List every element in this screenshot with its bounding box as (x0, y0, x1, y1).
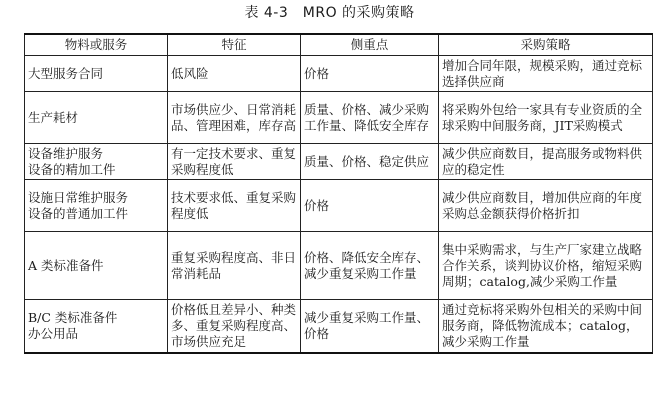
cell-feature: 市场供应少、日常消耗品、管理困难，库存高 (168, 92, 301, 144)
header-focus: 侧重点 (301, 34, 439, 56)
cell-feature: 价格低且差异小、种类多、重复采购程度高、市场供应充足 (168, 300, 301, 354)
cell-strategy: 通过竞标将采购外包相关的采购中间服务商，降低物流成本；catalog，减少采购工作量 (439, 300, 653, 354)
table-row (25, 232, 653, 300)
cell-feature: 低风险 (168, 56, 301, 92)
cell-item: A 类标准备件 (25, 232, 168, 300)
cell-item: 设施日常维护服务 设备的普通加工件 (25, 180, 168, 232)
cell-strategy: 将采购外包给一家具有专业资质的全球采购中间服务商，JIT采购模式 (439, 92, 653, 144)
cell-strategy: 增加合同年限，规模采购，通过竞标选择供应商 (439, 56, 653, 92)
cell-feature: 有一定技术要求、重复采购程度低 (168, 144, 301, 180)
cell-item: 生产耗材 (25, 92, 168, 144)
header-item: 物料或服务 (25, 34, 168, 56)
table-row (25, 180, 653, 232)
table-row (25, 92, 653, 144)
cell-item: 大型服务合同 (25, 56, 168, 92)
table-row (25, 300, 653, 354)
header-feature: 特征 (168, 34, 301, 56)
cell-focus: 价格、降低安全库存、减少重复采购工作量 (301, 232, 439, 300)
table-row (25, 144, 653, 180)
cell-focus: 价格 (301, 56, 439, 92)
cell-focus: 减少重复采购工作量、价格 (301, 300, 439, 354)
cell-item: 设备维护服务 设备的精加工件 (25, 144, 168, 180)
cell-focus: 质量、价格、减少采购工作量、降低安全库存 (301, 92, 439, 144)
table-header-row (25, 34, 653, 56)
table-caption: 表 4-3 MRO 的采购策略 (244, 5, 415, 21)
cell-focus: 价格 (301, 180, 439, 232)
cell-feature: 技术要求低、重复采购程度低 (168, 180, 301, 232)
mro-procurement-table (24, 33, 653, 354)
header-strategy: 采购策略 (439, 34, 653, 56)
cell-strategy: 集中采购需求，与生产厂家建立战略合作关系，谈判协议价格，缩短采购周期；catalog,减少采购工作量 (439, 232, 653, 300)
cell-feature: 重复采购程度高、非日常消耗品 (168, 232, 301, 300)
cell-strategy: 减少供应商数目，增加供应商的年度采购总金额获得价格折扣 (439, 180, 653, 232)
cell-focus: 质量、价格、稳定供应 (301, 144, 439, 180)
table-row (25, 56, 653, 92)
cell-strategy: 减少供应商数目，提高服务或物料供应的稳定性 (439, 144, 653, 180)
cell-item: B/C 类标准备件 办公用品 (25, 300, 168, 354)
